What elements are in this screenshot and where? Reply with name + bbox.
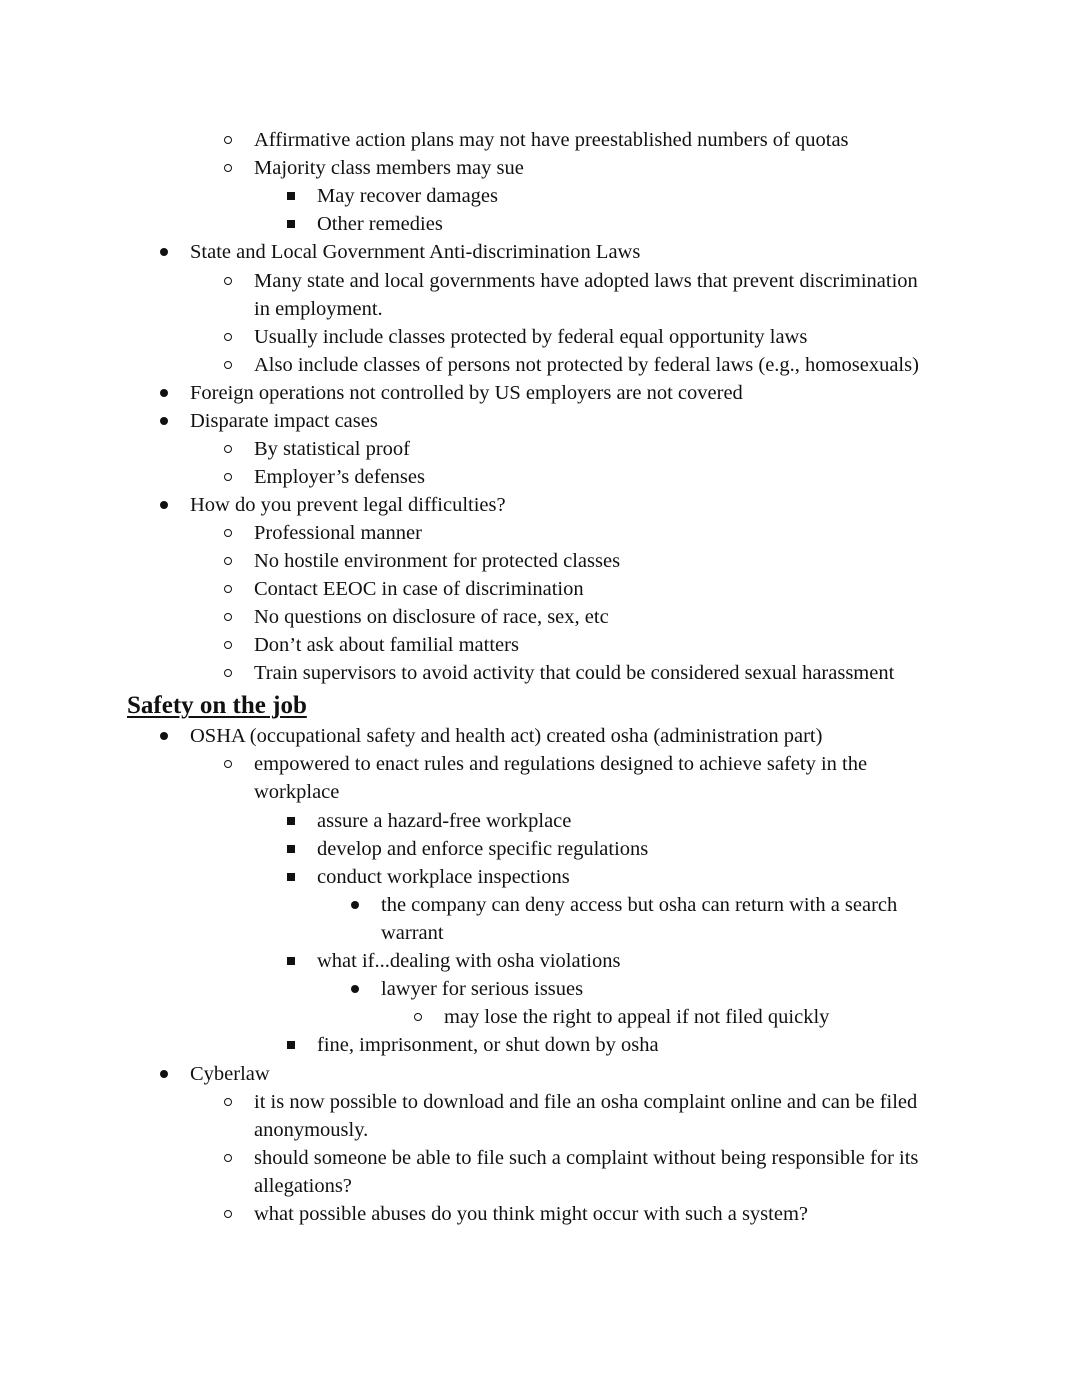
hollow-circle-bullet-icon [224, 1098, 232, 1106]
list-item: Disparate impact cases [190, 407, 378, 435]
disc-bullet-icon [160, 732, 168, 740]
disc-bullet-icon [351, 985, 359, 993]
square-bullet-icon [287, 845, 295, 853]
hollow-circle-bullet-icon [224, 669, 232, 677]
hollow-circle-bullet-icon [224, 1154, 232, 1162]
list-item: May recover damages [317, 182, 498, 210]
hollow-circle-bullet-icon [224, 136, 232, 144]
list-item: State and Local Government Anti-discrimination Laws [190, 238, 640, 266]
hollow-circle-bullet-icon [224, 557, 232, 565]
hollow-circle-bullet-icon [224, 361, 232, 369]
hollow-circle-bullet-icon [224, 164, 232, 172]
list-item-continuation: warrant [381, 922, 444, 944]
list-item: Train supervisors to avoid activity that could be considered sexual harassment [254, 659, 894, 687]
list-item: No questions on disclosure of race, sex, etc [254, 603, 609, 631]
square-bullet-icon [287, 1041, 295, 1049]
hollow-circle-bullet-icon [224, 1210, 232, 1218]
list-item: How do you prevent legal difficulties? [190, 491, 506, 519]
list-item: may lose the right to appeal if not filed quickly [444, 1003, 829, 1031]
list-item: Also include classes of persons not protected by federal laws (e.g., homosexuals) [254, 351, 919, 379]
list-item: Contact EEOC in case of discrimination [254, 575, 584, 603]
list-item-continuation: allegations? [254, 1175, 352, 1197]
hollow-circle-bullet-icon [414, 1013, 422, 1021]
hollow-circle-bullet-icon [224, 585, 232, 593]
list-item-continuation: anonymously. [254, 1119, 369, 1141]
hollow-circle-bullet-icon [224, 760, 232, 768]
list-item: conduct workplace inspections [317, 863, 570, 891]
square-bullet-icon [287, 873, 295, 881]
disc-bullet-icon [160, 417, 168, 425]
list-item: Professional manner [254, 519, 422, 547]
list-item: No hostile environment for protected classes [254, 547, 620, 575]
list-item: develop and enforce specific regulations [317, 835, 648, 863]
list-item: it is now possible to download and file an osha complaint online and can be filed [254, 1088, 917, 1116]
hollow-circle-bullet-icon [224, 333, 232, 341]
list-item: Other remedies [317, 210, 443, 238]
list-item: the company can deny access but osha can return with a search [381, 891, 897, 919]
hollow-circle-bullet-icon [224, 641, 232, 649]
list-item: should someone be able to file such a complaint without being responsible for its [254, 1144, 918, 1172]
list-item: Don’t ask about familial matters [254, 631, 519, 659]
disc-bullet-icon [351, 901, 359, 909]
list-item: lawyer for serious issues [381, 975, 583, 1003]
list-item: OSHA (occupational safety and health act) created osha (administration part) [190, 722, 822, 750]
section-heading: Safety on the job [127, 692, 307, 719]
square-bullet-icon [287, 192, 295, 200]
list-item: what if...dealing with osha violations [317, 947, 620, 975]
list-item: what possible abuses do you think might occur with such a system? [254, 1200, 808, 1228]
hollow-circle-bullet-icon [224, 277, 232, 285]
hollow-circle-bullet-icon [224, 613, 232, 621]
disc-bullet-icon [160, 248, 168, 256]
list-item: Cyberlaw [190, 1060, 270, 1088]
list-item-continuation: workplace [254, 781, 340, 803]
list-item: Majority class members may sue [254, 154, 524, 182]
list-item: By statistical proof [254, 435, 410, 463]
hollow-circle-bullet-icon [224, 529, 232, 537]
list-item: Foreign operations not controlled by US employers are not covered [190, 379, 743, 407]
list-item: Employer’s defenses [254, 463, 425, 491]
list-item: Usually include classes protected by federal equal opportunity laws [254, 323, 807, 351]
list-item: assure a hazard-free workplace [317, 807, 571, 835]
list-item: Affirmative action plans may not have preestablished numbers of quotas [254, 126, 849, 154]
disc-bullet-icon [160, 389, 168, 397]
hollow-circle-bullet-icon [224, 445, 232, 453]
square-bullet-icon [287, 220, 295, 228]
square-bullet-icon [287, 957, 295, 965]
list-item-continuation: in employment. [254, 298, 383, 320]
square-bullet-icon [287, 817, 295, 825]
hollow-circle-bullet-icon [224, 473, 232, 481]
disc-bullet-icon [160, 1070, 168, 1078]
list-item: Many state and local governments have adopted laws that prevent discrimination [254, 267, 918, 295]
list-item: empowered to enact rules and regulations designed to achieve safety in the [254, 750, 867, 778]
list-item: fine, imprisonment, or shut down by osha [317, 1031, 659, 1059]
disc-bullet-icon [160, 501, 168, 509]
